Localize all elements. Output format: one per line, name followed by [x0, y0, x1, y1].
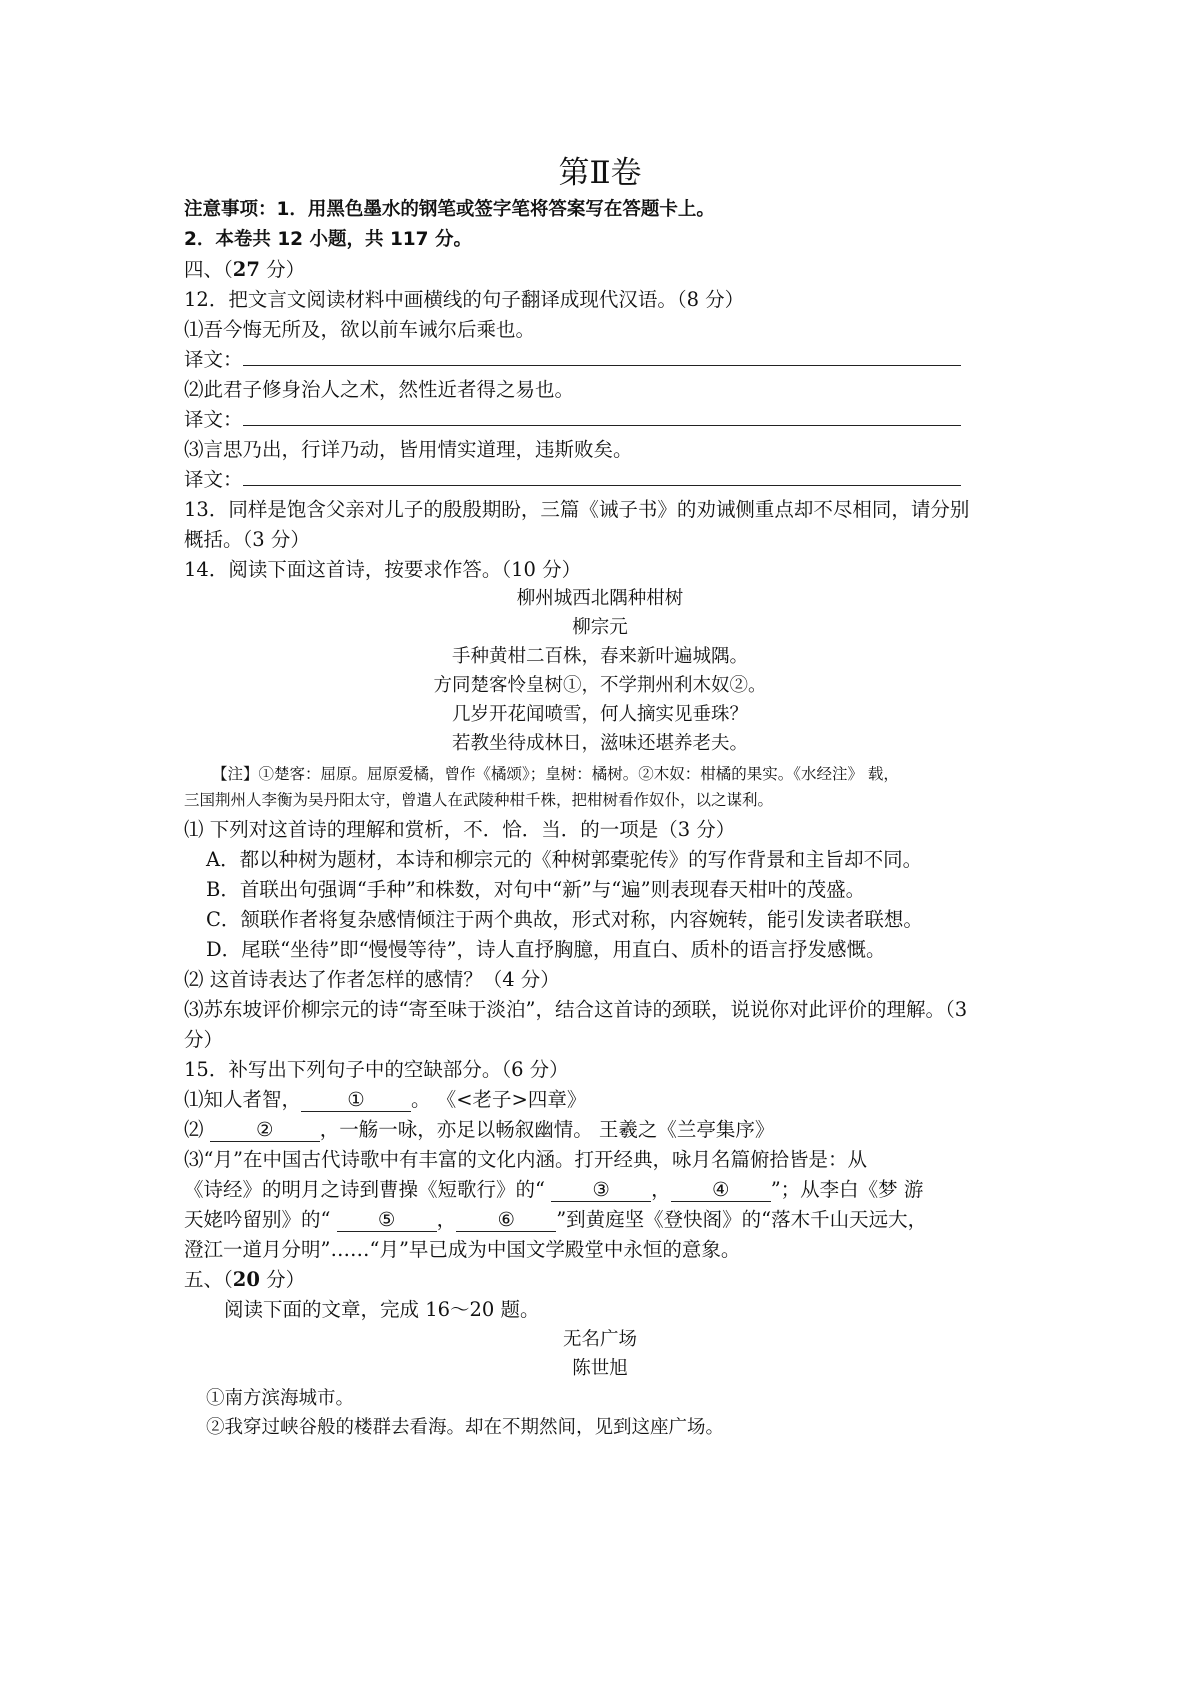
poem-note-line-2: 三国荆州人李衡为吴丹阳太守，曾遣人在武陵种柑千株，把柑树看作奴仆，以之谋利。 [184, 791, 774, 809]
answer-label: 译文： [184, 348, 243, 371]
q14-option-a: A．都以种树为题材，本诗和柳宗元的《种树郭橐驼传》的写作背景和主旨却不同。 [206, 848, 923, 871]
reading-intro: 阅读下面的文章，完成 16～20 题。 [224, 1298, 540, 1321]
q14-sub-2: ⑵ 这首诗表达了作者怎样的感情？（4 分） [184, 968, 560, 991]
q14-sub-1: ⑴ 下列对这首诗的理解和赏析，不．恰．当．的一项是（3 分） [184, 818, 736, 841]
fill-blank-1[interactable]: ① [301, 1089, 411, 1112]
poem-line-4: 若教坐待成林日，滋味还堪养老夫。 [451, 733, 748, 754]
q12-item-1: ⑴吾今悔无所及，欲以前车诫尔后乘也。 [184, 318, 536, 341]
section-5-heading [184, 1266, 305, 1294]
fill-blank-4[interactable]: ④ [671, 1179, 771, 1202]
q15-text: ， [651, 1178, 671, 1201]
q12-answer-line-1 [184, 346, 961, 374]
q12-stem: 12．把文言文阅读材料中画横线的句子翻译成现代汉语。（8 分） [184, 288, 745, 311]
section-4-unit: 分） [259, 258, 306, 281]
q15-stem: 15．补写出下列句子中的空缺部分。（6 分） [184, 1058, 569, 1081]
poem-author: 柳宗元 [572, 617, 628, 638]
q13-line-2: 概括。（3 分） [184, 528, 310, 551]
poem-line-1: 手种黄柑二百株，春来新叶遍城隅。 [451, 646, 748, 667]
section-5-unit: 分） [259, 1268, 306, 1291]
section-5-score: 20 [232, 1268, 260, 1291]
q15-text: 天姥吟留别》的“ [184, 1208, 337, 1231]
q15-text: ，一觞一咏，亦足以畅叙幽情。 王羲之《兰亭集序》 [319, 1118, 775, 1141]
notice-line-1: 注意事项：1．用黑色墨水的钢笔或签字笔将答案写在答题卡上。 [184, 199, 715, 220]
q14-sub-3-line-1: ⑶苏东坡评价柳宗元的诗“寄至味于淡泊”，结合这首诗的颈联，说说你对此评价的理解。（3 [184, 998, 968, 1021]
q15-text: ， [436, 1208, 457, 1231]
answer-line [243, 407, 961, 426]
article-paragraph-2: ②我穿过峡谷般的楼群去看海。却在不期然间，见到这座广场。 [206, 1417, 725, 1438]
answer-label: 译文： [184, 408, 243, 431]
notice-line-2: 2．本卷共 12 小题，共 117 分。 [184, 229, 472, 250]
answer-line [243, 467, 961, 486]
poem-line-2: 方同楚客怜皇树①，不学荆州利木奴②。 [433, 675, 767, 696]
q14-option-c: C．颔联作者将复杂感情倾注于两个典故，形式对称，内容婉转，能引发读者联想。 [206, 908, 923, 931]
fill-blank-2[interactable]: ② [210, 1119, 320, 1142]
q12-item-3: ⑶言思乃出，行详乃动，皆用情实道理，违斯败矣。 [184, 438, 633, 461]
q14-stem: 14．阅读下面这首诗，按要求作答。（10 分） [184, 558, 582, 581]
article-paragraph-1: ①南方滨海城市。 [206, 1388, 355, 1409]
q15-text: 。 《<老子>四章》 [411, 1088, 587, 1111]
article-title: 无名广场 [562, 1329, 637, 1350]
q15-text: ⑵ [184, 1118, 210, 1141]
answer-label: 译文： [184, 468, 243, 491]
page-title: 第Ⅱ卷 [558, 155, 642, 191]
section-4-heading [184, 256, 305, 284]
poem-note-line-1: 【注】①楚客：屈原。屈原爱橘，曾作《橘颂》；皇树：橘树。②木奴：柑橘的果实。《水经注》 载， [212, 765, 899, 783]
fill-blank-6[interactable]: ⑥ [456, 1209, 556, 1232]
q13-line-1: 13．同样是饱含父亲对儿子的殷殷期盼，三篇《诫子书》的劝诫侧重点却不尽相同，请分别 [184, 498, 970, 521]
q15-line-1 [184, 1086, 586, 1114]
article-author: 陈世旭 [572, 1358, 628, 1379]
q15-line-6: 澄江一道月分明”……“月”早已成为中国文学殿堂中永恒的意象。 [184, 1238, 741, 1261]
q15-text: ”到黄庭坚《登快阁》的“落木千山天远大， [556, 1208, 928, 1231]
poem-title: 柳州城西北隅种柑树 [516, 588, 684, 609]
q12-item-2: ⑵此君子修身治人之术，然性近者得之易也。 [184, 378, 575, 401]
q12-answer-line-3 [184, 466, 961, 494]
q15-line-3: ⑶“月”在中国古代诗歌中有丰富的文化内涵。打开经典，咏月名篇俯拾皆是：从 [184, 1148, 867, 1171]
poem-line-3: 几岁开花闻喷雪，何人摘实见垂珠？ [451, 704, 748, 725]
q15-line-4 [184, 1176, 923, 1204]
fill-blank-5[interactable]: ⑤ [337, 1209, 437, 1232]
fill-blank-3[interactable]: ③ [551, 1179, 651, 1202]
q15-line-5 [184, 1206, 927, 1234]
answer-line [243, 347, 961, 366]
section-5-label: 五、（ [184, 1268, 233, 1291]
q15-line-2 [184, 1116, 774, 1144]
q14-option-b: B．首联出句强调“手种”和株数，对句中“新”与“遍”则表现春天柑叶的茂盛。 [206, 878, 866, 901]
section-4-score: 27 [232, 258, 260, 281]
q15-text: ⑴知人者智， [184, 1088, 302, 1111]
section-4-label: 四、（ [184, 258, 233, 281]
q14-option-d: D．尾联“坐待”即“慢慢等待”，诗人直抒胸臆，用直白、质朴的语言抒发感慨。 [206, 938, 886, 961]
q15-text: 《诗经》的明月之诗到曹操《短歌行》的“ [184, 1178, 552, 1201]
q15-text: ”；从李白《梦 游 [770, 1178, 924, 1201]
q14-sub-3-line-2: 分） [184, 1028, 224, 1051]
q12-answer-line-2 [184, 406, 961, 434]
